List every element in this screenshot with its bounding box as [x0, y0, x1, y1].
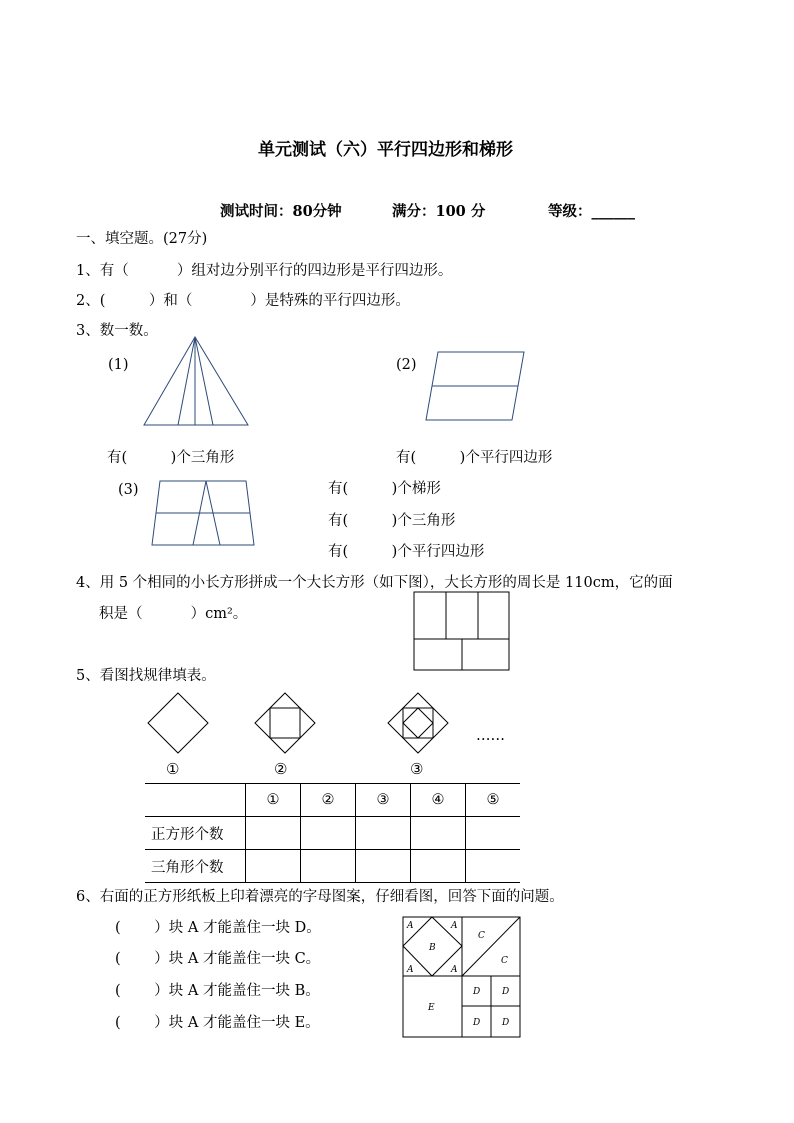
section-heading: 一、填空题。(27分) [76, 231, 208, 247]
table-header-cell: ② [301, 784, 356, 817]
question-5-label: 5、看图找规律填表。 [76, 668, 216, 684]
full-score: 满分：100 分 [392, 203, 486, 220]
letter-c: C [501, 956, 508, 966]
table-header-cell: ⑤ [465, 784, 520, 817]
letter-a: A [407, 921, 414, 931]
letter-d: D [502, 987, 510, 997]
test-time: 测试时间：80分钟 [220, 203, 342, 220]
fig1-label: (1) [108, 357, 129, 373]
fig3-answer-triangle: 有( )个三角形 [328, 513, 456, 529]
row-label: 正方形个数 [145, 817, 246, 850]
letter-a: A [407, 965, 414, 975]
question-1: 1、有（ ）组对边分别平行的四边形是平行四边形。 [76, 263, 453, 279]
fig2-answer: 有( )个平行四边形 [396, 450, 553, 466]
pattern-label-2: ② [274, 760, 288, 778]
pattern-label-1: ① [166, 760, 180, 778]
table-header-cell: ④ [410, 784, 465, 817]
letter-b: B [429, 943, 436, 953]
table-header-cell: ① [246, 784, 301, 817]
row-label: 三角形个数 [145, 850, 246, 883]
letter-e: E [428, 1003, 435, 1013]
q6-line-c: ( ）块 A 才能盖住一块 C。 [115, 951, 321, 967]
question-6-label: 6、右面的正方形纸板上印着漂亮的字母图案，仔细看图，回答下面的问题。 [76, 889, 564, 905]
letter-d: D [502, 1018, 510, 1028]
q6-line-b: ( ）块 A 才能盖住一块 B。 [115, 983, 320, 999]
pattern-label-3: ③ [410, 760, 424, 778]
table-header-cell: ③ [356, 784, 411, 817]
letter-d: D [473, 987, 481, 997]
fig2-label: (2) [396, 357, 417, 373]
fig3-answer-parallelogram: 有( )个平行四边形 [328, 544, 485, 560]
question-4-line2: 积是（ ）cm²。 [99, 606, 248, 622]
question-4-line1: 4、用 5 个相同的小长方形拼成一个大长方形（如下图），大长方形的周长是 110cm，它的面 [76, 575, 673, 591]
fig3-label: (3) [118, 482, 139, 498]
question-3-label: 3、数一数。 [76, 323, 158, 339]
letter-c: C [478, 931, 485, 941]
fig1-answer: 有( )个三角形 [107, 450, 235, 466]
page-title: 单元测试（六）平行四边形和梯形 [258, 140, 513, 160]
letter-a: A [451, 921, 458, 931]
grade-field[interactable]: 等级：______ [548, 203, 635, 220]
fig3-answer-trapezoid: 有( )个梯形 [328, 481, 441, 497]
letter-d: D [473, 1018, 481, 1028]
q6-line-e: ( ）块 A 才能盖住一块 E。 [115, 1015, 320, 1031]
q6-line-d: ( ）块 A 才能盖住一块 D。 [115, 920, 321, 936]
ellipsis: …… [476, 728, 505, 744]
letter-a: A [451, 965, 458, 975]
question-2: 2、( ）和（ ）是特殊的平行四边形。 [76, 293, 410, 309]
